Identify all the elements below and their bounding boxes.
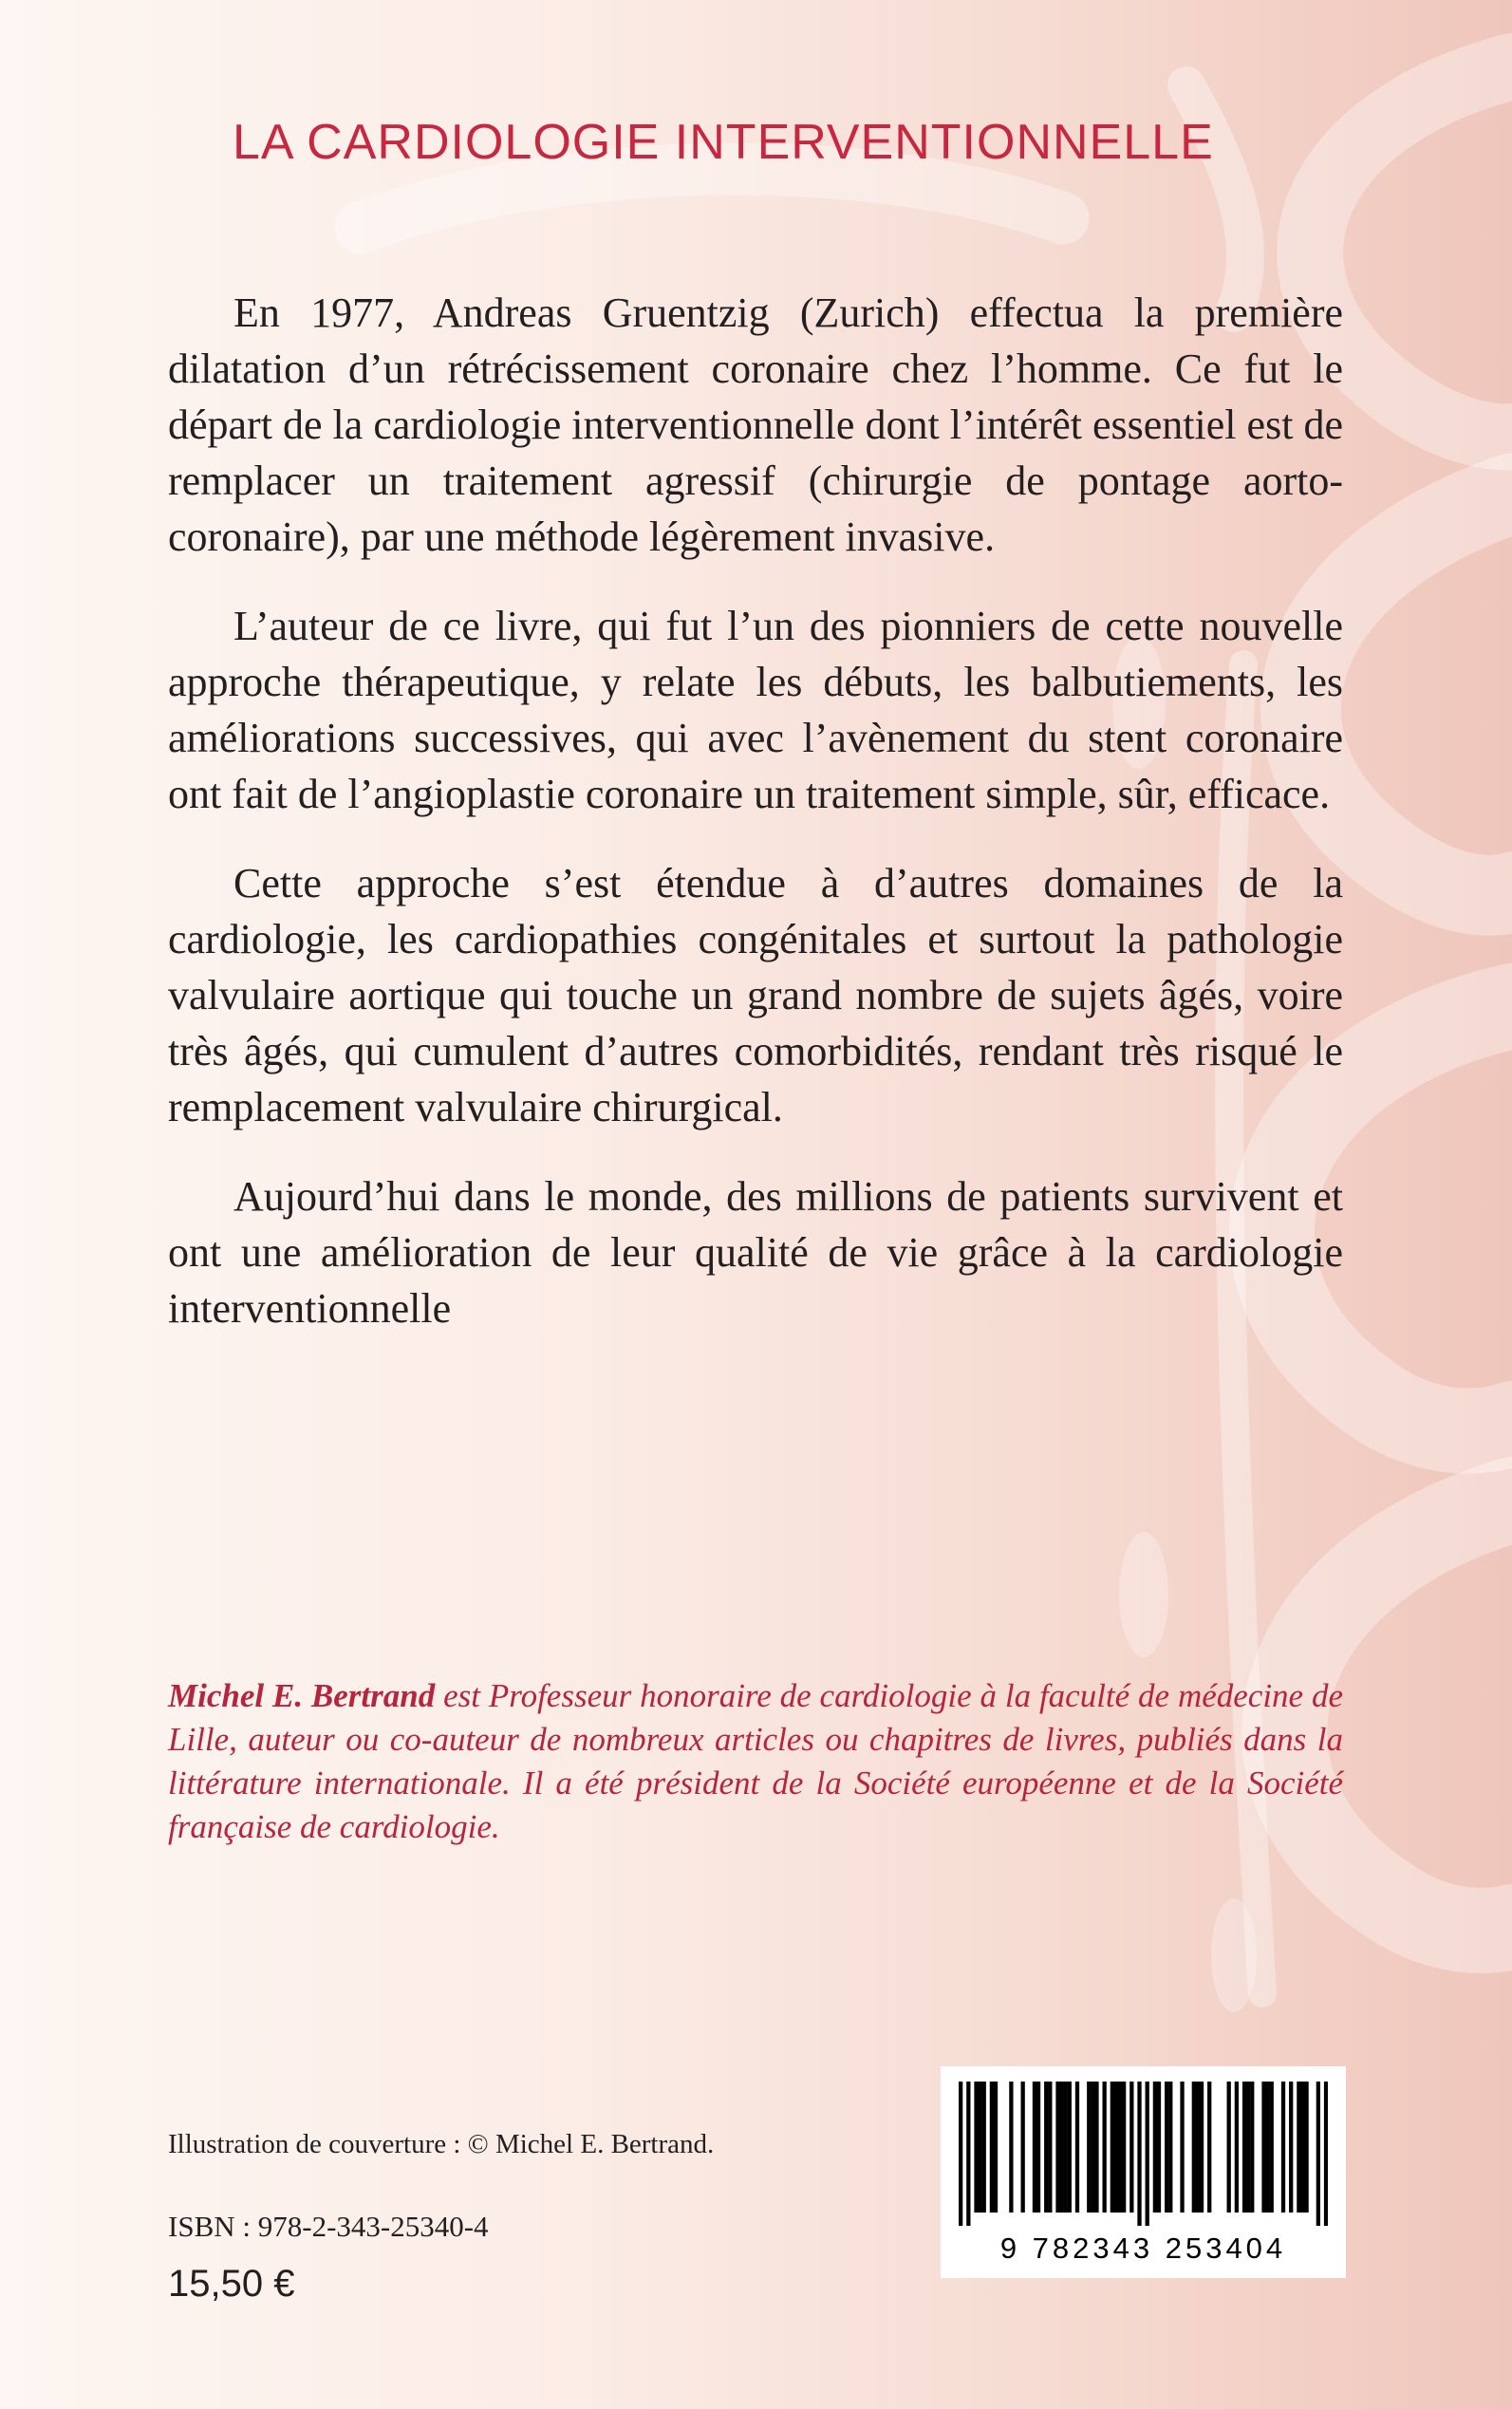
barcode-bar — [1196, 2082, 1200, 2213]
barcode-bar — [1059, 2082, 1063, 2213]
barcode-bar — [1033, 2082, 1036, 2213]
barcode-bar — [1009, 2082, 1013, 2213]
barcode-bar — [978, 2082, 981, 2213]
barcode-bar — [1055, 2082, 1059, 2213]
barcode-bar — [1094, 2082, 1098, 2213]
author-bio-text: est Professeur honoraire de cardiologie à la faculté de médecine de Lille, auteur ou co-auteur de nombreux articles ou chapitres de livres, publiés dans la littérature internationale. Il a été président de la Société européenne et de la Société française de cardiologie. — [168, 1677, 1343, 1845]
barcode-bar — [966, 2082, 970, 2226]
barcode-bar — [1146, 2082, 1149, 2226]
barcode-bar — [1111, 2082, 1114, 2213]
synopsis-paragraph: Aujourd’hui dans le monde, des millions de patients survivent et ont une amélioration de leur qualité de vie grâce à la cardiologie interventionnelle — [168, 1173, 1343, 1332]
barcode-bar — [1242, 2082, 1246, 2213]
barcode-bar — [990, 2082, 994, 2213]
barcode-bar — [1118, 2082, 1122, 2213]
author-name: Michel E. Bertrand — [168, 1677, 436, 1714]
barcode-bar — [1200, 2082, 1204, 2213]
barcode-bar — [1289, 2082, 1293, 2213]
barcode-bar — [1297, 2082, 1300, 2213]
barcode-bar — [1300, 2082, 1304, 2213]
barcode-bar — [1087, 2082, 1091, 2213]
barcode-bar — [1250, 2082, 1254, 2213]
barcode-bar — [1048, 2082, 1052, 2213]
synopsis-paragraph: L’auteur de ce livre, qui fut l’un des pionniers de cette nouvelle approche thérapeutique, y relate les débuts, les balbutiements, les améliorations successives, qui avec l’avènement du stent coronaire ont fait de l’angioplastie coronaire un traitement simple, sûr, efficace. — [168, 603, 1343, 817]
barcode-bar — [1207, 2082, 1211, 2213]
barcode-bar — [1068, 2082, 1072, 2213]
isbn: ISBN : 978-2-343-25340-4 — [168, 2210, 489, 2243]
barcode-bar — [1114, 2082, 1118, 2213]
barcode-bar — [1064, 2082, 1068, 2213]
barcode-bar — [1036, 2082, 1040, 2213]
barcode-bar — [982, 2082, 986, 2213]
barcode-bar — [1316, 2082, 1320, 2226]
barcode-bar — [1044, 2082, 1048, 2213]
barcode-bars — [959, 2082, 1328, 2226]
barcode-bar — [1246, 2082, 1250, 2213]
barcode-bar — [994, 2082, 998, 2213]
barcode-bar — [1021, 2082, 1025, 2213]
barcode-bar — [1153, 2082, 1157, 2213]
barcode-bar — [1168, 2082, 1172, 2213]
barcode-bar — [1324, 2082, 1328, 2226]
barcode — [941, 2066, 1346, 2278]
barcode-bar — [1304, 2082, 1308, 2213]
barcode-digits: 9 782343 253404 — [999, 2232, 1287, 2265]
barcode-bar — [1165, 2082, 1168, 2213]
barcode-bar — [974, 2082, 978, 2213]
barcode-bar — [1103, 2082, 1107, 2213]
book-title: LA CARDIOLOGIE INTERVENTIONNELLE — [233, 115, 1214, 170]
price: 15,50 € — [168, 2263, 295, 2305]
barcode-bar — [1235, 2082, 1239, 2213]
synopsis — [168, 285, 1343, 1370]
synopsis-paragraph: Cette approche s’est étendue à d’autres domaines de la cardiologie, les cardiopathies congénitales et surtout la pathologie valvulaire aortique qui touche un grand nombre de sujets âgés, voire très âgés, qui cumulent d’autres comorbidités, rendant très risqué le remplacement valvulaire chirurgical. — [168, 860, 1343, 1130]
barcode-bar — [1075, 2082, 1079, 2213]
barcode-bar — [1091, 2082, 1094, 2213]
barcode-bar — [1265, 2082, 1269, 2213]
author-bio — [168, 1674, 1343, 1849]
synopsis-paragraph: En 1977, Andreas Gruentzig (Zurich) effectua la première dilatation d’un rétrécissement coronaire chez l’homme. Ce fut le départ de la cardiologie interventionnelle dont l’intérêt essentiel est de remplacer un traitement agressif (chirurgie de pontage aorto-coronaire), par une méthode légèrement invasive. — [168, 289, 1343, 560]
barcode-bar — [1157, 2082, 1161, 2213]
barcode-bar — [1192, 2082, 1196, 2213]
barcode-bar — [1129, 2082, 1133, 2213]
barcode-bar — [1180, 2082, 1184, 2213]
barcode-bar — [1261, 2082, 1265, 2213]
barcode-bar — [1270, 2082, 1274, 2213]
barcode-bar — [1122, 2082, 1126, 2213]
barcode-bar — [1227, 2082, 1231, 2213]
barcode-bar — [1281, 2082, 1285, 2213]
barcode-bar — [959, 2082, 962, 2226]
illustration-credit: Illustration de couverture : © Michel E. Bertrand. — [168, 2129, 715, 2159]
barcode-bar — [1137, 2082, 1141, 2226]
